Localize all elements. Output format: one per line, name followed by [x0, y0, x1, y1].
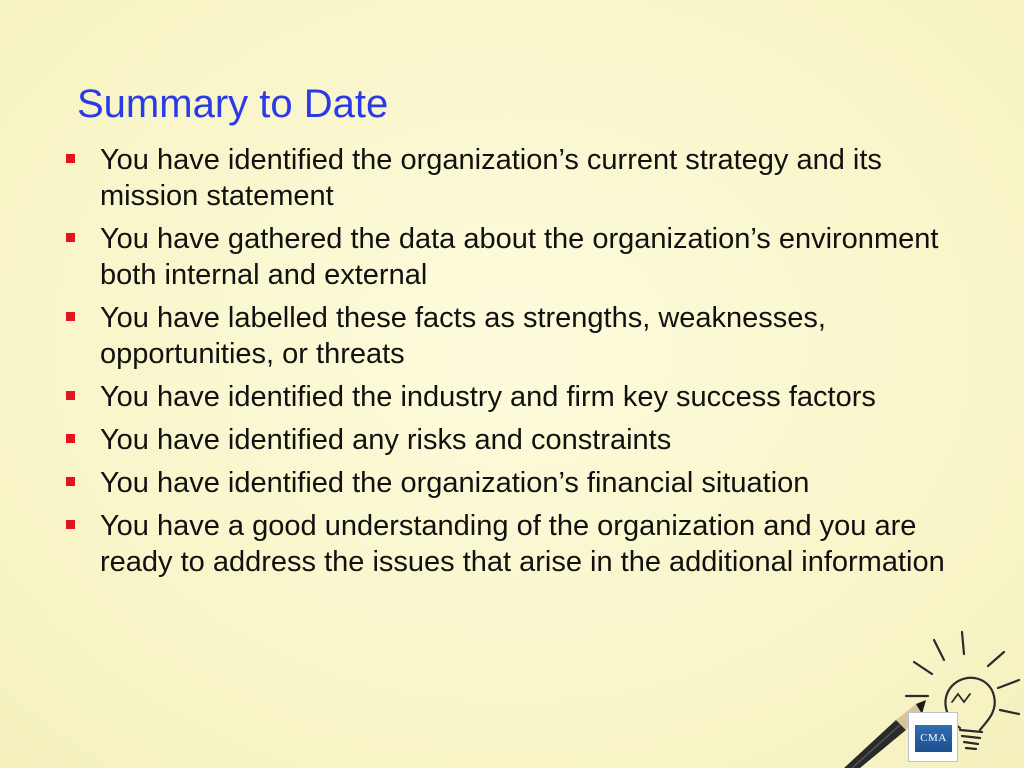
cma-logo-text: CMA [915, 725, 952, 752]
list-item [60, 422, 960, 458]
bullet-marker [66, 312, 75, 321]
bullet-marker [66, 391, 75, 400]
cma-logo [908, 712, 958, 762]
bullet-text: You have identified the organization’s financial situation [100, 467, 810, 499]
bullet-marker [66, 434, 75, 443]
bullet-text: You have identified the organization’s current strategy and its mission statement [100, 144, 882, 212]
bullet-marker [66, 233, 75, 242]
list-item [60, 221, 960, 293]
bullet-marker [66, 154, 75, 163]
bullet-text: You have identified any risks and constraints [100, 424, 672, 456]
list-item [60, 300, 960, 372]
bullet-text: You have labelled these facts as strengths, weaknesses, opportunities, or threats [100, 302, 826, 370]
bullet-text: You have identified the industry and firm key success factors [100, 381, 876, 413]
list-item [60, 379, 960, 415]
list-item [60, 465, 960, 501]
slide-title: Summary to Date [77, 82, 389, 126]
bullet-text: You have gathered the data about the organization’s environment both internal and external [100, 223, 939, 291]
list-item [60, 508, 960, 580]
bullet-marker [66, 520, 75, 529]
bullet-list [60, 142, 960, 587]
bullet-marker [66, 477, 75, 486]
bullet-text: You have a good understanding of the organization and you are ready to address the issues that arise in the additional information [100, 510, 945, 578]
list-item [60, 142, 960, 214]
